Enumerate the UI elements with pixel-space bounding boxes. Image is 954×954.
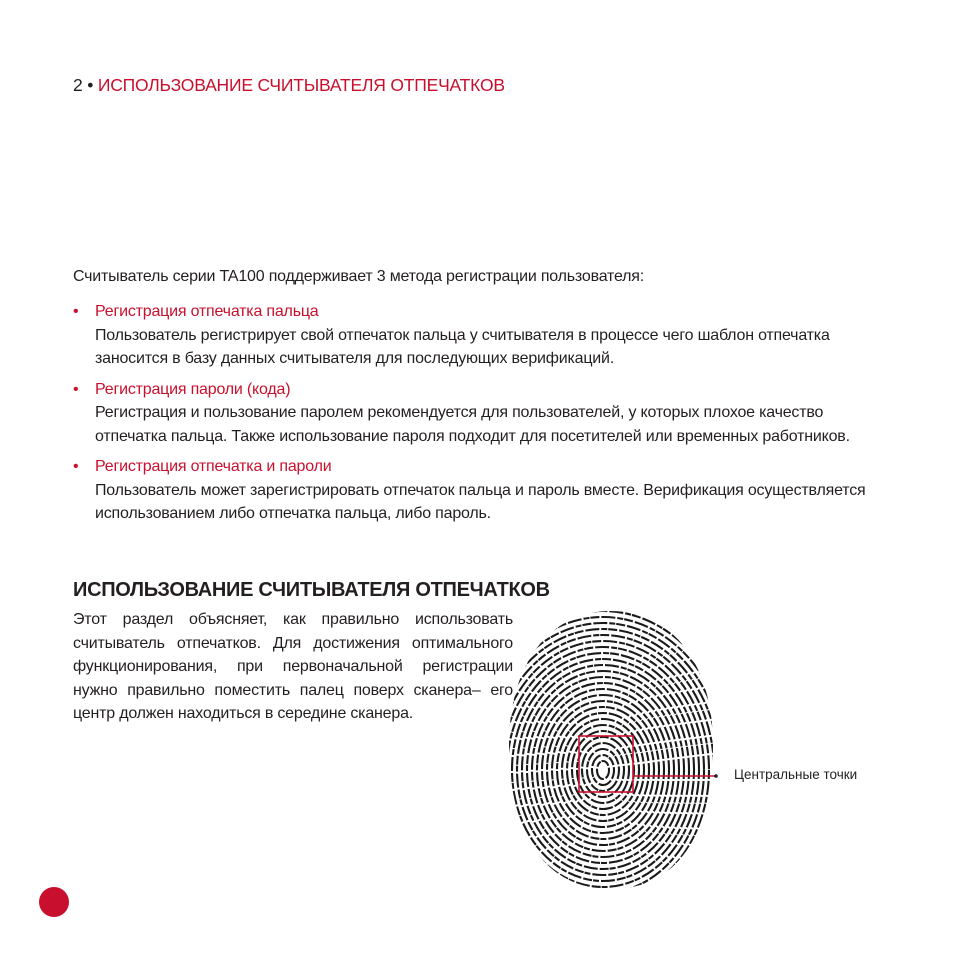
method-item [73, 455, 888, 526]
ridge [532, 683, 674, 857]
bullet: • [73, 458, 79, 475]
method-description: Регистрация и пользование паролем рекомендуется для пользователей, у которых плохое качество отпечатка пальца. Также использование пароля подходит для посетителей или временных работников. [95, 404, 850, 445]
intro-text: Считыватель серии TA100 поддерживает 3 метода регистрации пользователя: [73, 268, 645, 285]
ridge [512, 659, 694, 881]
bullet: • [73, 380, 79, 398]
method-description: Пользователь может зарегистрировать отпечаток пальца и пароль вместе. Верификация осуществляется использованием либо отпечатка пальца, либо пароль. [95, 481, 866, 522]
ridge [577, 737, 629, 803]
ridge [542, 695, 664, 845]
methods-list [73, 300, 888, 533]
callout-dot [714, 774, 718, 778]
header-separator: • [87, 75, 94, 95]
page-marker-dot [39, 887, 69, 917]
ridge [562, 719, 644, 821]
method-item [73, 300, 888, 371]
method-title: Регистрация пароли (кода) [95, 380, 291, 398]
ridge [592, 755, 614, 785]
fingerprint-image [503, 605, 719, 895]
ridge [582, 743, 624, 797]
method-description: Пользователь регистрирует свой отпечаток пальца у считывателя в процессе чего шаблон отпечатка заносится в базу данных считывателя для последующих верификаций. [95, 326, 830, 367]
section-paragraph: Этот раздел объясняет, как правильно использовать считыватель отпечатков. Для достижения оптимального функционирования, при первоначальной регистрации нужно правильно поместить палец поверх сканера– его центр должен находиться в середине сканера. [73, 611, 513, 722]
ridge [547, 701, 659, 839]
ridge [597, 761, 609, 779]
callout-label: Центральные точки [734, 767, 858, 782]
header-section-title: ИСПОЛЬЗОВАНИЕ СЧИТЫВАТЕЛЯ ОТПЕЧАТКОВ [97, 75, 505, 95]
method-title: Регистрация отпечатка и пароли [95, 458, 332, 475]
page-number: 2 [73, 75, 83, 95]
bullet: • [73, 303, 79, 320]
method-title: Регистрация отпечатка пальца [95, 303, 319, 320]
ridge [503, 629, 719, 895]
section-heading: ИСПОЛЬЗОВАНИЕ СЧИТЫВАТЕЛЯ ОТПЕЧАТКОВ [73, 579, 550, 601]
ridge [527, 677, 679, 863]
running-header [73, 75, 505, 96]
method-item [73, 378, 888, 449]
